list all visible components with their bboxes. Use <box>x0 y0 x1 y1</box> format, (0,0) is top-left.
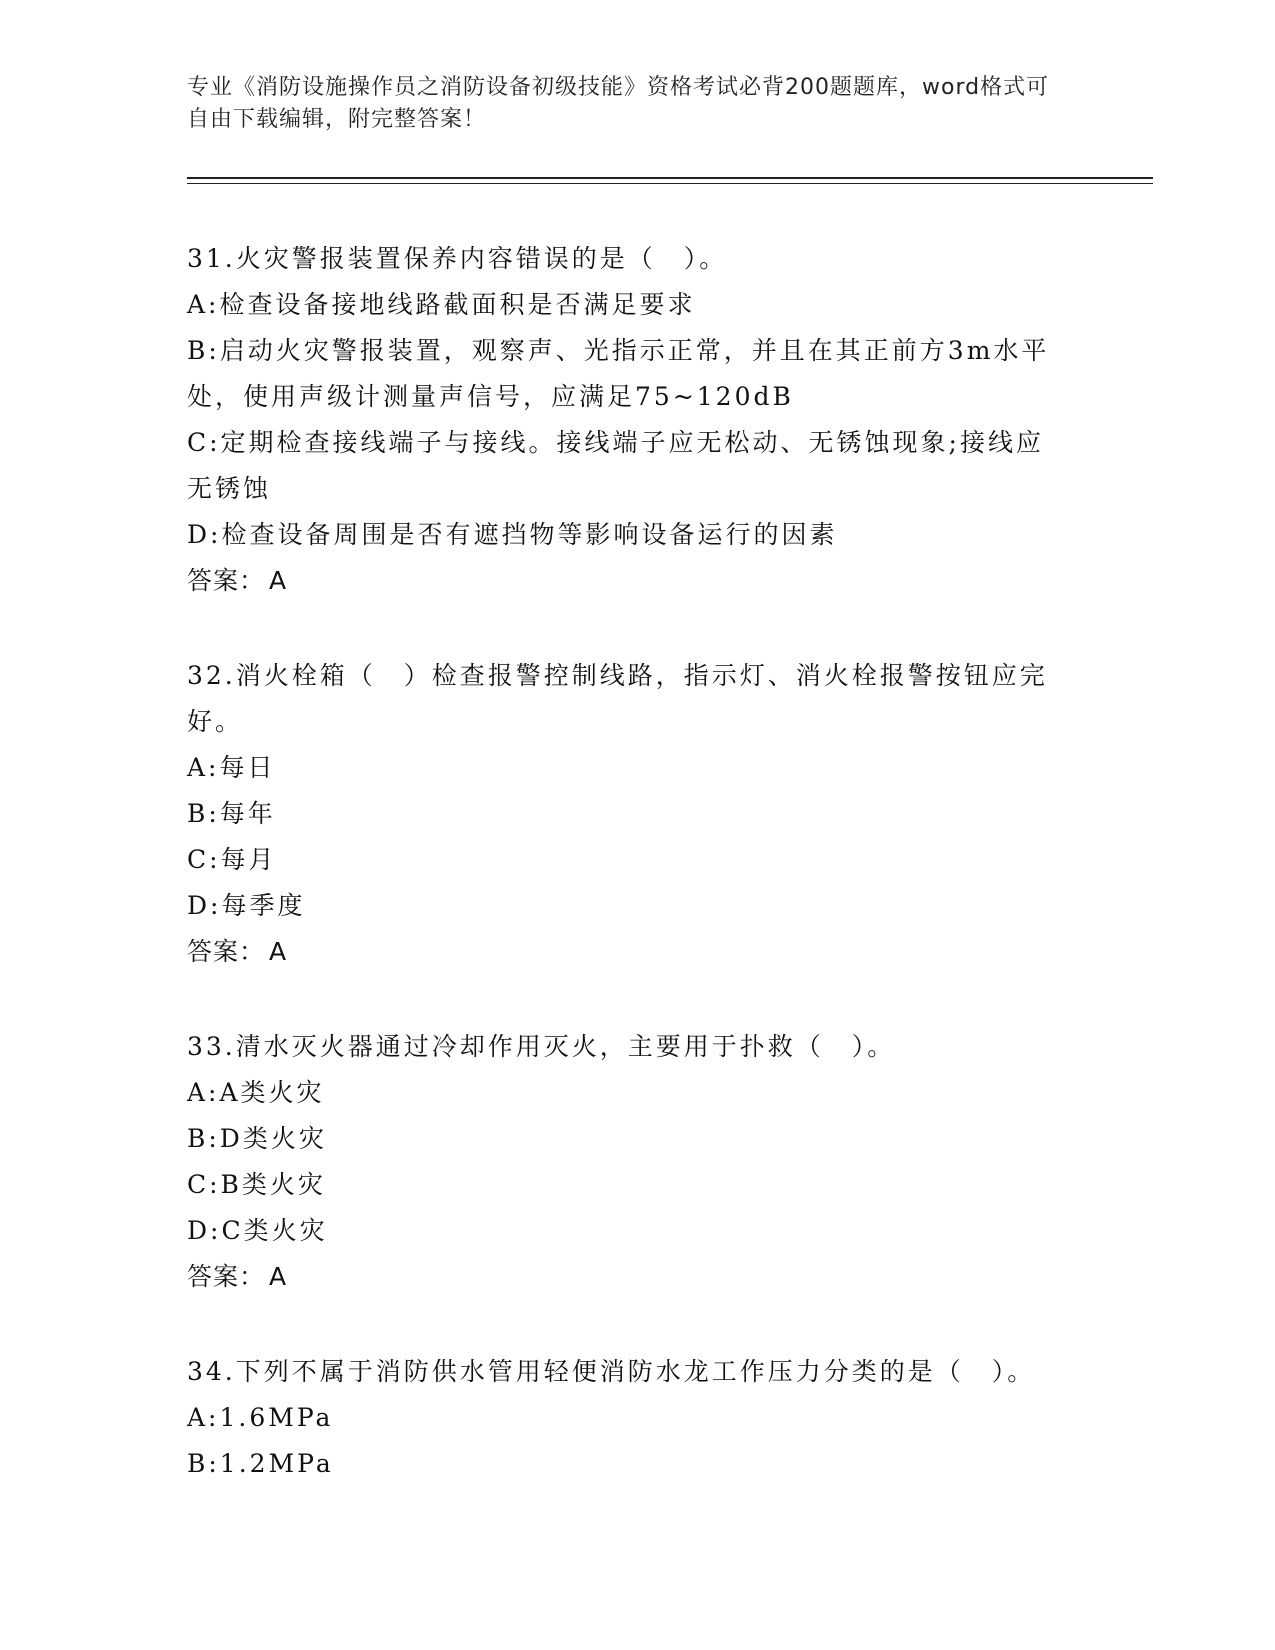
option-b: B:每年 <box>187 799 276 828</box>
question-list <box>187 236 1067 1536</box>
option-a: A:A类火灾 <box>187 1078 325 1107</box>
option-b: B:1.2MPa <box>187 1449 334 1478</box>
option-b: B:D类火灾 <box>187 1124 327 1153</box>
option-a: A:检查设备接地线路截面积是否满足要求 <box>187 290 696 319</box>
question-33 <box>187 1024 1067 1300</box>
page-header: 专业《消防设施操作员之消防设备初级技能》资格考试必背200题题库，word格式可自由下载编辑，附完整答案！ <box>187 75 1050 132</box>
option-d: D:检查设备周围是否有遮挡物等影响设备运行的因素 <box>187 520 838 549</box>
question-stem: 33.清水灭火器通过冷却作用灭火，主要用于扑救（ ）。 <box>187 1032 896 1061</box>
answer <box>187 558 1067 604</box>
question-31 <box>187 236 1067 604</box>
question-32 <box>187 653 1067 975</box>
answer-label: 答案： <box>187 937 266 966</box>
header-divider-thick <box>187 177 1153 179</box>
answer-value: A <box>269 1262 288 1291</box>
option-c: C:每月 <box>187 845 277 874</box>
question-34 <box>187 1349 1067 1487</box>
option-d: D:每季度 <box>187 891 306 920</box>
answer <box>187 929 1067 975</box>
option-c: C:B类火灾 <box>187 1170 326 1199</box>
answer-label: 答案： <box>187 566 266 595</box>
option-c: C:定期检查接线端子与接线。接线端子应无松动、无锈蚀现象;接线应无锈蚀 <box>187 428 1044 503</box>
answer-value: A <box>269 566 288 595</box>
answer <box>187 1254 1067 1300</box>
header-divider-thin <box>187 183 1153 184</box>
option-a: A:1.6MPa <box>187 1403 334 1432</box>
question-stem: 34.下列不属于消防供水管用轻便消防水龙工作压力分类的是（ ）。 <box>187 1357 1036 1386</box>
question-stem: 31.火灾警报装置保养内容错误的是（ ）。 <box>187 244 728 273</box>
answer-value: A <box>269 937 288 966</box>
option-a: A:每日 <box>187 753 276 782</box>
answer-label: 答案： <box>187 1262 266 1291</box>
option-d: D:C类火灾 <box>187 1216 328 1245</box>
option-b: B:启动火灾警报装置，观察声、光指示正常，并且在其正前方3m水平处，使用声级计测量声信号，应满足75~120dB <box>187 336 1050 411</box>
question-stem: 32.消火栓箱（ ）检查报警控制线路，指示灯、消火栓报警按钮应完好。 <box>187 661 1048 736</box>
